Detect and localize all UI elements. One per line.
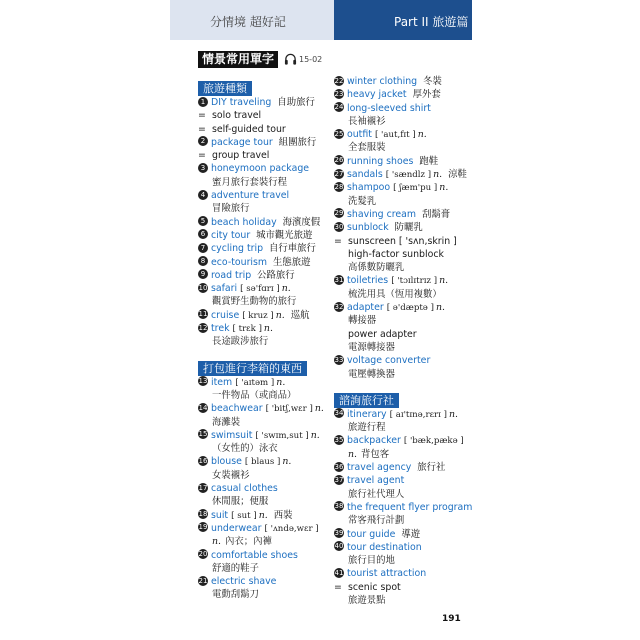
- continuation-text: 洗髮乳: [348, 195, 377, 207]
- headphones-icon: [284, 53, 297, 65]
- entry-number-badge: 41: [334, 568, 344, 577]
- vocab-entry: [198, 256, 334, 269]
- vocab-line: [334, 488, 470, 501]
- english-term: itinerary: [347, 408, 387, 420]
- continuation-text: 旅行社代理人: [348, 488, 405, 500]
- chinese-meaning: 組團旅行: [278, 136, 317, 148]
- part-of-speech: n.: [258, 509, 268, 521]
- continuation-text: 梳洗用具（恆用複數）: [348, 288, 442, 300]
- vocab-line: [334, 421, 470, 434]
- phonetic: [ blaus ]: [244, 457, 281, 468]
- entry-number-badge: 23: [334, 89, 344, 98]
- vocab-line: [334, 594, 470, 607]
- english-term: tourist attraction: [347, 568, 427, 580]
- part-of-speech: n.: [433, 169, 443, 181]
- equals-sign: =: [334, 235, 342, 247]
- vocab-entry: [198, 402, 334, 415]
- chinese-meaning: 冬裝: [423, 76, 442, 87]
- continuation-text: 舒適的鞋子: [212, 562, 259, 574]
- continuation-text: 旅行目的地: [348, 555, 395, 567]
- phonetic: [ sut ]: [231, 510, 257, 521]
- entry-number-badge: 31: [334, 275, 344, 284]
- entry-number-badge: 1: [198, 97, 208, 107]
- entry-number-badge: 11: [198, 310, 208, 319]
- vocab-line: [198, 123, 334, 136]
- continuation-text: 觀賞野生動物的旅行: [212, 296, 297, 308]
- vocab-line: [198, 109, 334, 122]
- english-term: travel agency: [347, 462, 412, 474]
- vocab-entry: [198, 429, 334, 442]
- vocab-entry: [198, 509, 334, 522]
- vocab-entry: [198, 189, 334, 202]
- vocab-entry: [198, 376, 334, 389]
- vocab-line: [198, 442, 334, 455]
- english-term: cycling trip: [211, 243, 264, 255]
- vocab-entry: [198, 242, 334, 255]
- english-term: electric shave: [211, 576, 277, 588]
- english-term: voltage converter: [347, 355, 431, 367]
- vocab-line: [198, 495, 334, 508]
- english-term: trek: [211, 323, 230, 335]
- entry-number-badge: 2: [198, 136, 208, 146]
- entry-number-badge: 13: [198, 377, 208, 386]
- continuation-text: 轉接器: [348, 315, 377, 327]
- vocab-line: [198, 562, 334, 575]
- chinese-meaning: 生態旅遊: [273, 256, 311, 268]
- vocab-line: [198, 588, 334, 601]
- entry-number-badge: 14: [198, 403, 208, 412]
- vocab-entry: [334, 474, 470, 487]
- synonym: solo travel: [212, 110, 262, 122]
- vocab-entry: [198, 229, 334, 242]
- continuation-text: 高係數防曬乳: [348, 262, 405, 274]
- entry-number-badge: 3: [198, 163, 208, 173]
- english-term: shaving cream: [347, 208, 417, 220]
- chinese-meaning: 城市觀光旅遊: [256, 229, 313, 241]
- header-right-tab: [334, 0, 472, 40]
- continuation-text: 背包客: [361, 448, 390, 460]
- entry-number-badge: 22: [334, 76, 344, 85]
- entry-number-badge: 24: [334, 103, 344, 112]
- vocab-line: [198, 295, 334, 308]
- english-term: running shoes: [347, 155, 414, 167]
- chinese-meaning: 跑鞋: [419, 155, 439, 167]
- phonetic: [ ə'dæptə ]: [386, 303, 434, 314]
- vocab-entry: [198, 575, 334, 588]
- english-term: long-sleeved shirt: [347, 102, 431, 114]
- entry-number-badge: 29: [334, 209, 344, 218]
- entry-number-badge: 26: [334, 156, 344, 165]
- vocab-entry: [198, 136, 334, 149]
- continuation-text: 電動刮鬍刀: [212, 589, 259, 601]
- english-term: backpacker: [347, 435, 401, 447]
- continuation-text: high-factor sunblock: [348, 248, 444, 260]
- vocab-line: [334, 141, 470, 154]
- vocab-line: [334, 554, 470, 567]
- continuation-text: 常客飛行計劃: [348, 515, 405, 527]
- phonetic: [ kruz ]: [242, 310, 274, 321]
- english-term: sandals: [347, 169, 383, 181]
- entry-number-badge: 39: [334, 529, 344, 537]
- chinese-meaning: 自行車旅行: [269, 243, 316, 255]
- vocab-entry: [334, 88, 470, 101]
- section-header: 諮詢旅行社: [334, 393, 399, 408]
- entry-number-badge: 37: [334, 475, 344, 484]
- vocab-entry: [334, 301, 470, 314]
- entry-number-badge: 34: [334, 409, 344, 418]
- part-of-speech: n.: [263, 323, 273, 335]
- vocab-line: [198, 416, 334, 429]
- vocab-entry: [334, 408, 470, 421]
- vocab-entry: [198, 522, 334, 535]
- phonetic: [ 'bitʃ,wɛr ]: [265, 404, 313, 415]
- phonetic: [ 'ʌndə,wɛr ]: [264, 523, 319, 534]
- english-term: travel agent: [347, 475, 405, 487]
- chinese-meaning: 巡航: [290, 309, 310, 321]
- vocab-line: [334, 314, 470, 327]
- vocab-line: [198, 202, 334, 215]
- english-term: cruise: [211, 309, 240, 321]
- entry-number-badge: 36: [334, 462, 344, 471]
- vocab-line: [334, 115, 470, 128]
- english-term: toiletries: [347, 275, 389, 287]
- synonym: group travel: [212, 150, 270, 162]
- audio-track-label: [284, 53, 322, 65]
- chinese-meaning: 刮鬍膏: [422, 208, 451, 220]
- entry-number-badge: 5: [198, 216, 208, 226]
- vocab-entry: [198, 322, 334, 335]
- english-term: safari: [211, 283, 238, 295]
- vocab-entry: [334, 128, 470, 141]
- chinese-meaning: 涼鞋: [448, 169, 467, 181]
- part-of-speech: n.: [281, 283, 291, 295]
- vocab-line: [198, 176, 334, 189]
- entry-number-badge: 18: [198, 510, 208, 519]
- vocab-line: [334, 195, 470, 208]
- english-term: eco-tourism: [211, 256, 268, 268]
- entry-number-badge: 12: [198, 323, 208, 332]
- chinese-meaning: 導遊: [401, 528, 421, 540]
- part-of-speech: n.: [435, 302, 445, 314]
- chinese-meaning: 旅行社: [417, 462, 446, 474]
- equals-sign: =: [334, 581, 342, 593]
- part-of-speech: n.: [310, 429, 320, 441]
- english-term: DIY traveling: [211, 97, 272, 108]
- header-right-text: Part II 旅遊篇: [394, 15, 469, 29]
- header-left-text: 分情境 超好記: [210, 15, 286, 29]
- spacer: [334, 381, 470, 389]
- continuation-text: 旅遊行程: [348, 422, 386, 434]
- continuation-text: 一件物品（或商品）: [212, 389, 297, 401]
- english-term: outfit: [347, 129, 372, 141]
- vocab-line: [198, 535, 334, 548]
- phonetic: [ aɪ'tɪnə,rɛrɪ ]: [389, 409, 447, 420]
- part-of-speech: n.: [348, 448, 358, 460]
- vocab-line: [198, 389, 334, 402]
- vocab-entry: [198, 549, 334, 562]
- spacer: [198, 349, 334, 357]
- chinese-meaning: 厚外套: [412, 89, 441, 101]
- synonym: sunscreen [ 'sʌn,skrin ]: [348, 235, 457, 247]
- entry-number-badge: 15: [198, 430, 208, 439]
- equals-sign: =: [198, 123, 206, 135]
- part-of-speech: n.: [276, 376, 286, 388]
- section-header: 旅遊種類: [198, 81, 252, 96]
- english-term: item: [211, 376, 233, 388]
- entry-number-badge: 38: [334, 502, 344, 511]
- phonetic: [ 'swɪm,sut ]: [255, 430, 309, 441]
- part-of-speech: n.: [439, 275, 449, 287]
- vocab-line: [334, 261, 470, 274]
- chinese-meaning: 海濱度假: [282, 216, 321, 228]
- continuation-text: 長途跋涉旅行: [212, 336, 269, 348]
- vocab-entry: [334, 221, 470, 234]
- vocab-entry: [334, 208, 470, 221]
- part-of-speech: n.: [417, 129, 427, 141]
- audio-track-number: 15-02: [299, 54, 323, 64]
- continuation-text: 蜜月旅行套裝行程: [212, 176, 288, 188]
- vocab-entry: [334, 461, 470, 474]
- entry-number-badge: 27: [334, 169, 344, 178]
- english-term: comfortable shoes: [211, 549, 298, 561]
- entry-number-badge: 8: [198, 256, 208, 266]
- phonetic: [ 'bæk,pækə ]: [403, 436, 464, 447]
- english-term: heavy jacket: [347, 89, 407, 101]
- synonym: self-guided tour: [212, 123, 286, 135]
- entry-number-badge: 40: [334, 542, 344, 551]
- continuation-text: 女裝襯衫: [212, 469, 250, 481]
- english-term: shampoo: [347, 182, 391, 194]
- english-term: the frequent flyer program: [347, 501, 473, 513]
- english-term: city tour: [211, 229, 251, 241]
- entry-number-badge: 28: [334, 182, 344, 191]
- english-term: underwear: [211, 522, 262, 534]
- part-of-speech: n.: [439, 182, 449, 194]
- continuation-text: 電壓轉換器: [348, 368, 395, 380]
- english-term: swimsuit: [211, 429, 253, 441]
- phonetic: [ 'tɔɪlɪtrɪz ]: [391, 276, 438, 287]
- english-term: adapter: [347, 302, 384, 314]
- part-of-speech: n.: [275, 309, 285, 321]
- vocab-line: [334, 235, 470, 248]
- entry-number-badge: 6: [198, 229, 208, 239]
- vocab-line: [334, 514, 470, 527]
- section-header-row: [198, 77, 334, 96]
- continuation-text: 全套服裝: [348, 142, 386, 154]
- entry-number-badge: 30: [334, 222, 344, 231]
- section-header-row: [198, 357, 334, 376]
- vocab-entry: [334, 102, 470, 115]
- part-of-speech: n.: [448, 408, 459, 420]
- english-term: sunblock: [347, 222, 389, 234]
- entry-number-badge: 35: [334, 435, 344, 444]
- vocab-entry: [334, 501, 473, 514]
- vocab-line: [334, 368, 470, 381]
- chinese-meaning: 西裝: [273, 509, 293, 521]
- phonetic: [ 'aɪtəm ]: [235, 377, 275, 388]
- equals-sign: =: [198, 110, 206, 122]
- vocab-entry: [334, 528, 470, 541]
- english-term: blouse: [211, 456, 242, 468]
- entry-number-badge: 19: [198, 523, 208, 532]
- vocab-line: [198, 149, 334, 162]
- vocab-line: [334, 341, 470, 354]
- english-term: tour guide: [347, 528, 396, 540]
- english-term: honeymoon package: [211, 163, 310, 175]
- english-term: adventure travel: [211, 190, 290, 202]
- entry-number-badge: 21: [198, 576, 208, 585]
- equals-sign: =: [198, 150, 206, 162]
- vocab-entry: [198, 269, 334, 282]
- vocab-entry: [198, 282, 334, 295]
- english-term: beachwear: [211, 403, 263, 415]
- continuation-text: 海灘裝: [212, 416, 241, 428]
- header-left-tab: [170, 0, 334, 40]
- page-number: 191: [442, 614, 461, 624]
- english-term: package tour: [211, 136, 273, 148]
- continuation-text: 內衣；內褲: [225, 536, 272, 548]
- phonetic: [ 'aut,fɪt ]: [374, 130, 416, 141]
- entry-number-badge: 20: [198, 550, 208, 558]
- vocab-entry: [334, 434, 470, 447]
- synonym: scenic spot: [348, 581, 401, 593]
- entry-number-badge: 4: [198, 190, 208, 200]
- vocab-entry: [334, 155, 470, 168]
- vocab-entry: [198, 482, 334, 495]
- english-term: suit: [211, 509, 229, 521]
- entry-number-badge: 32: [334, 302, 344, 311]
- phonetic: [ ʃæm'pu ]: [393, 183, 438, 194]
- vocab-entry: [334, 541, 470, 554]
- continuation-text: （女性的）泳衣: [212, 443, 278, 455]
- vocab-line: [334, 328, 470, 341]
- continuation-text: 休閒服；便服: [212, 496, 269, 508]
- page-title: 情景常用單字: [198, 51, 278, 68]
- phonetic: [ 'sændlz ]: [385, 170, 432, 181]
- vocab-line: [334, 581, 470, 594]
- vocab-entry: [198, 455, 334, 468]
- vocab-entry: [334, 354, 470, 367]
- entry-number-badge: 16: [198, 456, 208, 465]
- vocab-entry: [334, 168, 470, 181]
- vocab-entry: [334, 75, 470, 88]
- vocab-line: [198, 469, 334, 482]
- entry-number-badge: 17: [198, 483, 208, 492]
- english-term: tour destination: [347, 541, 422, 553]
- vocab-entry: [198, 309, 334, 322]
- right-column: [334, 75, 473, 607]
- continuation-text: 旅遊景點: [348, 594, 386, 606]
- entry-number-badge: 10: [198, 283, 208, 292]
- part-of-speech: n.: [282, 456, 292, 468]
- section-header-row: [334, 389, 470, 408]
- vocab-entry: [198, 96, 334, 109]
- english-term: road trip: [211, 269, 252, 281]
- english-term: winter clothing: [347, 76, 418, 87]
- phonetic: [ trɛk ]: [232, 324, 262, 335]
- vocab-line: [334, 248, 470, 261]
- entry-number-badge: 7: [198, 243, 208, 253]
- part-of-speech: n.: [314, 403, 324, 415]
- vocab-entry: [198, 216, 334, 229]
- vocab-line: [198, 335, 334, 348]
- continuation-text: 電源轉接器: [348, 341, 395, 353]
- phonetic: [ sə'fɑrɪ ]: [240, 284, 280, 295]
- entry-number-badge: 33: [334, 355, 344, 364]
- english-term: beach holiday: [211, 216, 277, 228]
- continuation-text: 冒險旅行: [212, 203, 250, 215]
- vocab-line: [334, 448, 470, 461]
- continuation-text: 長袖襯衫: [348, 115, 386, 127]
- vocab-line: [334, 288, 470, 301]
- chinese-meaning: 自助旅行: [277, 97, 315, 108]
- vocab-entry: [198, 162, 334, 175]
- vocab-entry: [334, 567, 470, 580]
- section-header: 打包進行李箱的東西: [198, 361, 307, 376]
- entry-number-badge: 9: [198, 269, 208, 279]
- chinese-meaning: 防曬乳: [394, 222, 423, 234]
- vocab-entry: [334, 181, 470, 194]
- vocab-entry: [334, 274, 470, 287]
- english-term: casual clothes: [211, 483, 278, 495]
- chinese-meaning: 公路旅行: [257, 269, 295, 281]
- left-column: [198, 77, 334, 602]
- part-of-speech: n.: [212, 536, 222, 548]
- entry-number-badge: 25: [334, 129, 344, 138]
- continuation-text: power adapter: [348, 328, 417, 340]
